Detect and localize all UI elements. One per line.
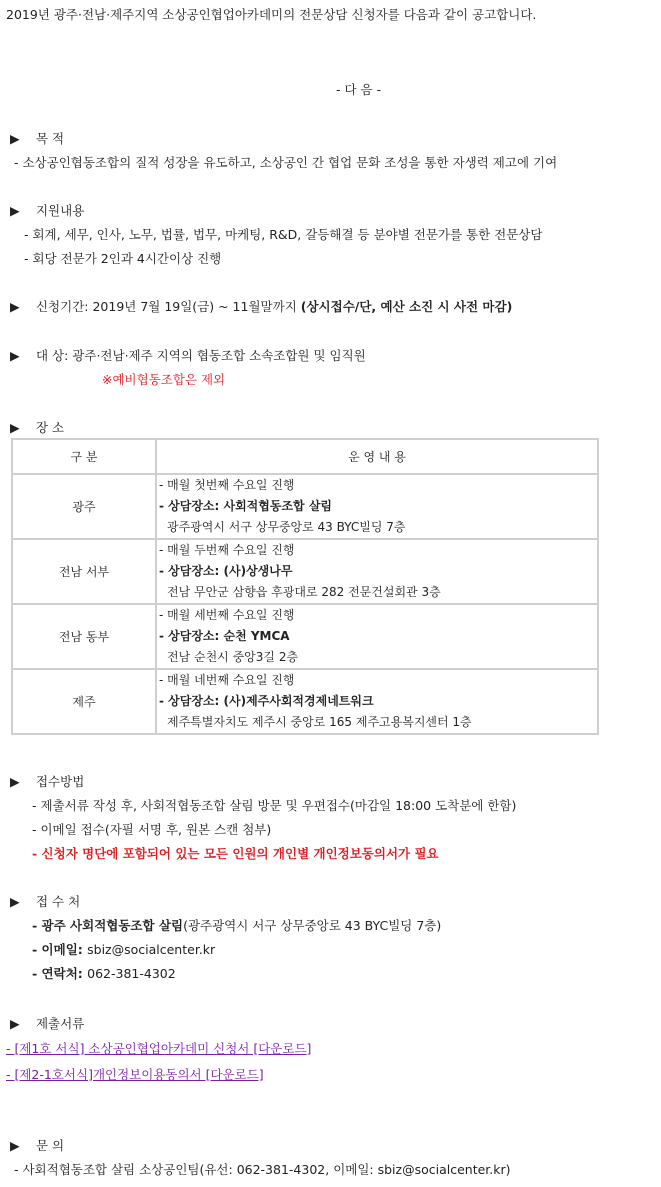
office-phone-line: [32, 964, 176, 982]
region-cell: 광주: [12, 474, 156, 539]
table-row: [12, 604, 598, 669]
period-note: (상시접수/단, 예산 소진 시 사전 마감): [300, 299, 513, 314]
office-org-address: (광주광역시 서구 상무중앙로 43 BYC빌딩 7층): [183, 918, 442, 933]
target-note: ※예비협동조합은 제외: [102, 372, 226, 387]
section-target: [10, 346, 366, 364]
method-line-2: - 이메일 접수(자필 서명 후, 원본 스캔 첨부): [32, 822, 272, 837]
inquiry-heading: 문 의: [35, 1138, 65, 1153]
address-line: 전남 무안군 삼향읍 후광대로 282 전문건설회관 3층: [167, 585, 441, 599]
support-heading: 지원내용: [35, 203, 85, 218]
schedule-line: - 매월 두번째 수요일 진행: [159, 543, 295, 557]
venue-line: - 상담장소: (사)제주사회적경제네트워크: [159, 694, 374, 708]
period-label: 신청기간: 2019년 7월 19일(금) ~ 11월말까지: [35, 299, 301, 314]
schedule-line: - 매월 네번째 수요일 진행: [159, 673, 295, 687]
section-docs-heading: [10, 1014, 84, 1032]
method-line-1: - 제출서류 작성 후, 사회적협동조합 살림 방문 및 우편접수(마감일 18:00 도착분에 한함): [32, 798, 517, 813]
office-org-name: - 광주 사회적협동조합 살림: [32, 918, 184, 933]
section-place-heading: [10, 418, 64, 436]
support-line-1: - 회계, 세무, 인사, 노무, 법률, 법무, 마케팅, R&D, 갈등해결 등 분야별 전문가를 통한 전문상담: [24, 227, 543, 242]
content-cell: [156, 474, 598, 539]
table-header-row: [12, 439, 598, 474]
triangle-bullet-icon: ▶: [10, 203, 20, 218]
venue-line: - 상담장소: 사회적협동조합 살림: [159, 499, 333, 513]
office-org-line: [32, 916, 441, 934]
section-office-heading: [10, 892, 80, 910]
address-line: 광주광역시 서구 상무중앙로 43 BYC빌딩 7층: [167, 520, 406, 534]
section-period: [10, 297, 512, 315]
office-phone-label: - 연락처:: [32, 966, 88, 981]
content-cell: [156, 604, 598, 669]
support-line-2: - 회당 전문가 2인과 4시간이상 진행: [24, 251, 222, 266]
section-method-heading: [10, 772, 84, 790]
download-privacy-consent-link[interactable]: - [제2-1호서식]개인정보이용동의서 [다운로드]: [6, 1067, 264, 1082]
section-support-heading: [10, 201, 84, 219]
place-heading: 장 소: [35, 420, 65, 435]
content-cell: [156, 669, 598, 734]
triangle-bullet-icon: ▶: [10, 131, 20, 146]
venue-line: - 상담장소: (사)상생나무: [159, 564, 293, 578]
region-cell: 제주: [12, 669, 156, 734]
table-row: [12, 669, 598, 734]
table-row: [12, 539, 598, 604]
schedule-line: - 매월 세번째 수요일 진행: [159, 608, 295, 622]
section-inquiry-heading: [10, 1136, 64, 1154]
office-email-line: [32, 940, 215, 958]
header-content: 운 영 내 용: [156, 439, 598, 474]
method-heading: 접수방법: [35, 774, 85, 789]
triangle-bullet-icon: ▶: [10, 894, 20, 909]
inquiry-line: - 사회적협동조합 살림 소상공인팀(유선: 062-381-4302, 이메일: sbiz@socialcenter.kr): [14, 1162, 511, 1177]
divider-text: - 다 음 -: [336, 82, 382, 97]
triangle-bullet-icon: ▶: [10, 348, 20, 363]
venue-line: - 상담장소: 순천 YMCA: [159, 629, 290, 643]
office-heading: 접 수 처: [35, 894, 81, 909]
header-region: 구 분: [12, 439, 156, 474]
office-email: sbiz@socialcenter.kr: [87, 942, 216, 957]
target-label: 대 상: 광주·전남·제주 지역의 협동조합 소속조합원 및 임직원: [35, 348, 366, 363]
purpose-heading: 목 적: [35, 131, 65, 146]
section-purpose-heading: [10, 129, 64, 147]
region-cell: 전남 동부: [12, 604, 156, 669]
purpose-line: - 소상공인협동조합의 질적 성장을 유도하고, 소상공인 간 협업 문화 조성을 통한 자생력 제고에 기여: [14, 155, 558, 170]
download-application-form-link[interactable]: - [제1호 서식] 소상공인협업아카데미 신청서 [다운로드]: [6, 1041, 312, 1056]
office-email-label: - 이메일:: [32, 942, 88, 957]
content-cell: [156, 539, 598, 604]
intro-text: 2019년 광주·전남·제주지역 소상공인협업아카데미의 전문상담 신청자를 다음과 같이 공고합니다.: [6, 7, 537, 22]
triangle-bullet-icon: ▶: [10, 1138, 20, 1153]
schedule-line: - 매월 첫번째 수요일 진행: [159, 478, 295, 492]
triangle-bullet-icon: ▶: [10, 774, 20, 789]
docs-heading: 제출서류: [35, 1016, 85, 1031]
address-line: 제주특별자치도 제주시 중앙로 165 제주고용복지센터 1층: [167, 715, 472, 729]
office-phone: 062-381-4302: [87, 966, 176, 981]
table-row: [12, 474, 598, 539]
method-consent-note: - 신청자 명단에 포함되어 있는 모든 인원의 개인별 개인정보동의서가 필요: [32, 846, 439, 861]
triangle-bullet-icon: ▶: [10, 1016, 20, 1031]
place-table: [11, 438, 599, 735]
region-cell: 전남 서부: [12, 539, 156, 604]
triangle-bullet-icon: ▶: [10, 299, 20, 314]
triangle-bullet-icon: ▶: [10, 420, 20, 435]
address-line: 전남 순천시 중앙3길 2층: [167, 650, 299, 664]
